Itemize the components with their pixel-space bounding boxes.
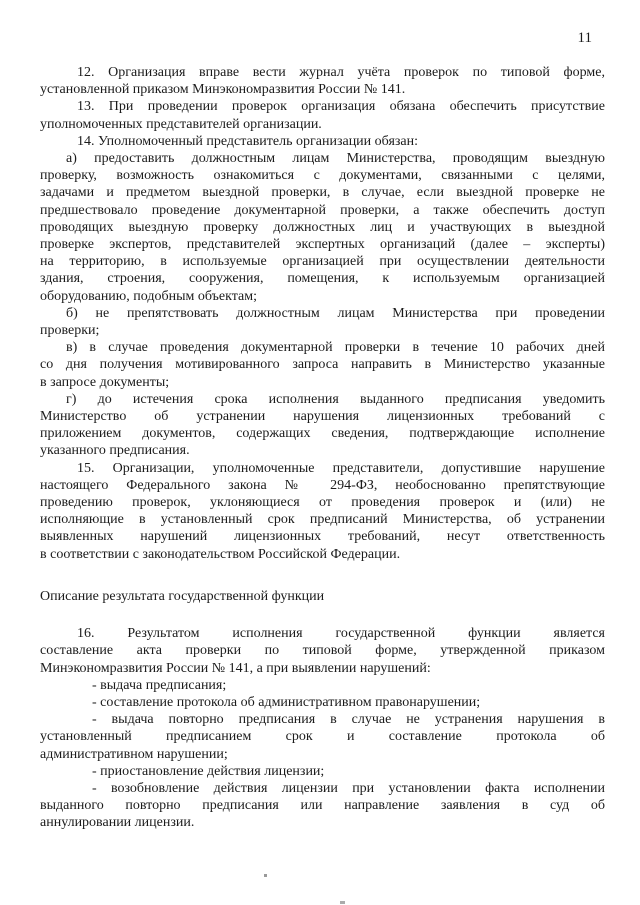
text-line: уполномоченных представителей организации. bbox=[40, 116, 322, 132]
text-line: выявленных нарушений лицензионных требований, несут ответственность bbox=[40, 529, 605, 545]
text-line: указанного предписания. bbox=[40, 443, 190, 459]
text-line: предшествовало проведение документарной проверки, а также обеспечить доступ bbox=[40, 202, 605, 218]
text-line: аннулировании лицензии. bbox=[40, 815, 195, 831]
text-line: 14. Уполномоченный представитель организации обязан: bbox=[77, 133, 419, 149]
text-line: г) до истечения срока исполнения выданного предписания уведомить bbox=[66, 391, 605, 407]
text-line: выданного повторно предписания или направление заявления в суд об bbox=[40, 798, 605, 814]
text-line: а) предоставить должностным лицам Министерства, проводящим выездную bbox=[66, 151, 605, 167]
text-line: Министерство об устранении нарушения лицензионных требований с bbox=[40, 409, 605, 425]
text-line: приложением документов, содержащих сведения, подтверждающие исполнение bbox=[40, 426, 605, 442]
text-line: исполняющие в установленный срок предписаний Министерства, об устранении bbox=[40, 512, 605, 528]
text-line: Минэкономразвития России № 141, а при выявлении нарушений: bbox=[40, 660, 431, 676]
text-line: в) в случае проведения документарной проверки в течение 10 рабочих дней bbox=[66, 340, 605, 356]
page-number: 11 bbox=[577, 30, 592, 46]
section-heading: Описание результата государственной функции bbox=[40, 588, 325, 604]
text-line: настоящего Федерального закона № 294-ФЗ, необоснованно препятствующие bbox=[40, 477, 605, 493]
text-line: проведению проверок, уклоняющиеся от проведения проверок и (или) не bbox=[40, 495, 605, 511]
text-line: б) не препятствовать должностным лицам Министерства при проведении bbox=[66, 305, 605, 321]
text-line: составление акта проверки по типовой форме, утвержденной приказом bbox=[40, 643, 605, 659]
text-line: 15. Организации, уполномоченные представители, допустившие нарушение bbox=[77, 460, 605, 476]
text-line: в соответствии с законодательством Российской Федерации. bbox=[40, 546, 401, 562]
scan-speck bbox=[340, 901, 345, 904]
text-line: 13. При проведении проверок организация обязана обеспечить присутствие bbox=[77, 99, 605, 115]
text-line: - приостановление действия лицензии; bbox=[92, 763, 325, 779]
text-line: - составление протокола об административном правонарушении; bbox=[92, 694, 481, 710]
text-line: 16. Результатом исполнения государственной функции является bbox=[77, 626, 605, 642]
text-line: проверки; bbox=[40, 323, 100, 339]
text-line: проверке экспертов, представителей экспертных организаций (далее – эксперты) bbox=[40, 237, 605, 253]
text-line: со дня получения мотивированного запроса направить в Министерство указанные bbox=[40, 357, 605, 373]
text-line: оборудованию, подобным объектам; bbox=[40, 288, 257, 304]
text-line: установленной приказом Минэкономразвития России № 141. bbox=[40, 82, 406, 98]
text-line: 12. Организация вправе вести журнал учёта проверок по типовой форме, bbox=[77, 65, 605, 80]
text-line: установленный предписанием срок и составление протокола об bbox=[40, 729, 605, 745]
text-line: проводящих выездную проверку должностных лиц и участвующих в выездной bbox=[40, 219, 605, 235]
text-line: - выдача предписания; bbox=[92, 677, 227, 693]
text-line: административном нарушении; bbox=[40, 746, 228, 762]
scan-speck bbox=[264, 874, 267, 877]
text-line: - выдача повторно предписания в случае не устранения нарушения в bbox=[92, 712, 605, 728]
text-line: проверку, возможность ознакомиться с документами, связанными с целями, bbox=[40, 168, 605, 184]
document-body bbox=[40, 64, 605, 832]
text-line: - возобновление действия лицензии при установлении факта исполнении bbox=[92, 780, 605, 796]
text-line: на территорию, в используемые организацией при осуществлении деятельности bbox=[40, 254, 605, 270]
text-line: задачами и предметом выездной проверки, в случае, если выездной проверке не bbox=[40, 185, 605, 201]
text-line: здания, строения, сооружения, помещения, к используемым организацией bbox=[40, 271, 605, 287]
text-line: в запросе документы; bbox=[40, 374, 170, 390]
